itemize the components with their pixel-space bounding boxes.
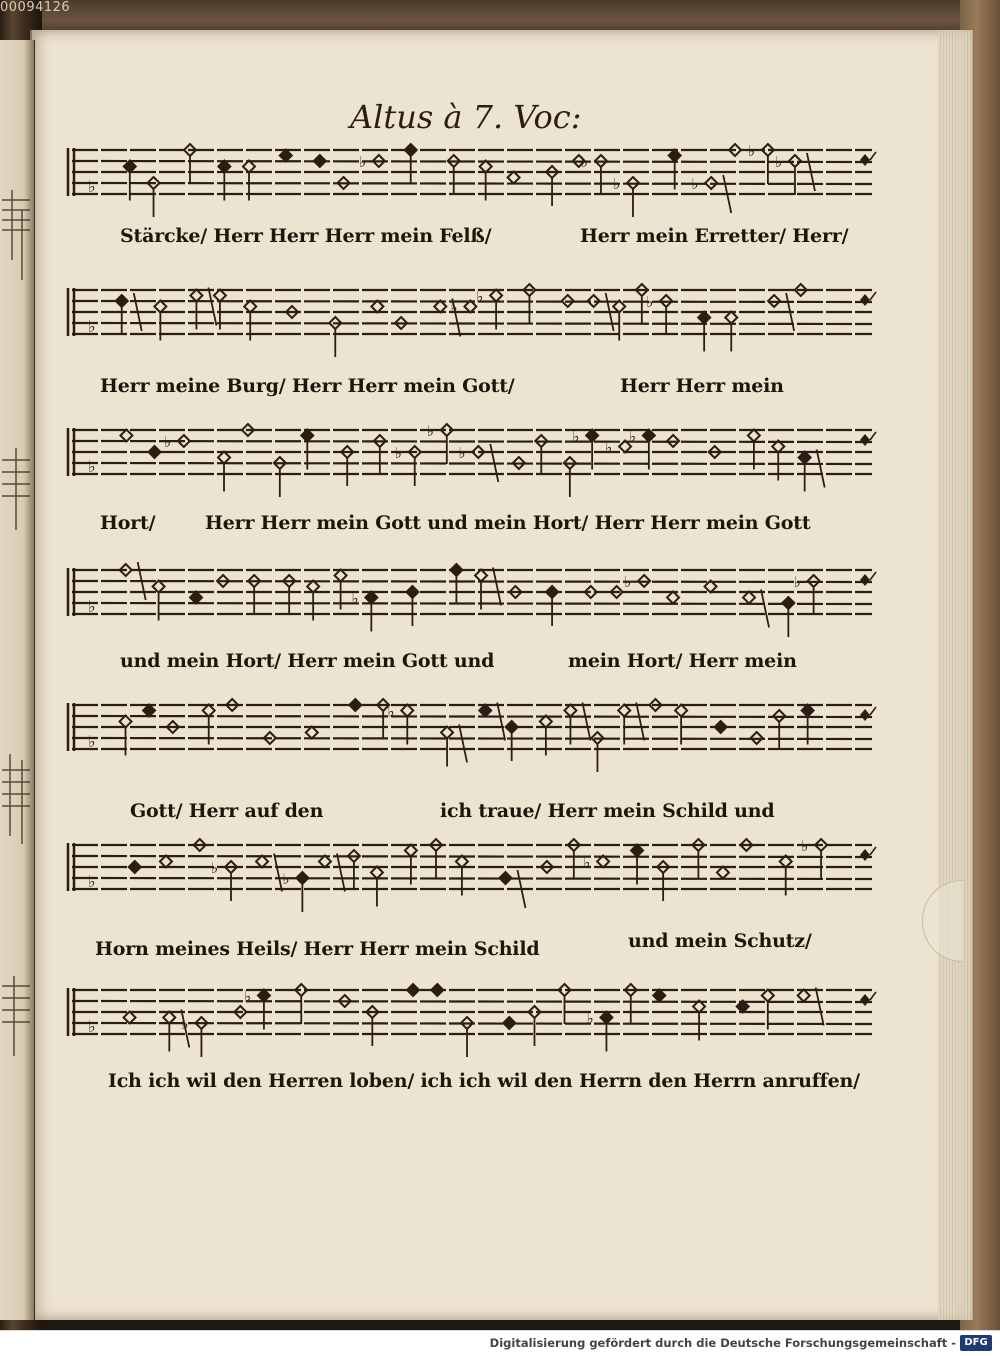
svg-text:♭: ♭: [387, 702, 395, 721]
book-page: [30, 30, 973, 1320]
svg-text:♭: ♭: [774, 153, 783, 171]
scan-id: 00094126: [0, 0, 71, 15]
svg-text:♭: ♭: [586, 1009, 594, 1028]
svg-text:♭: ♭: [572, 427, 580, 446]
music-staff-3: [60, 415, 880, 495]
svg-text:♭: ♭: [612, 175, 621, 193]
music-staff-4: [60, 555, 880, 635]
lyric-line-4b: mein Hort/ Herr mein: [568, 650, 797, 672]
svg-text:♭: ♭: [88, 457, 96, 476]
svg-text:♭: ♭: [583, 853, 591, 872]
svg-text:♭: ♭: [580, 153, 589, 171]
facing-page-staff: [2, 180, 30, 290]
music-staff-2: [60, 275, 880, 355]
svg-text:♭: ♭: [351, 589, 359, 608]
lyric-line-3b: Herr Herr mein Gott und mein Hort/ Herr Herr mein Gott: [205, 512, 811, 534]
lyric-line-6b: und mein Schutz/: [628, 930, 812, 952]
lyric-line-1b: Herr mein Erretter/ Herr/: [580, 225, 849, 247]
music-staff-6: [60, 830, 880, 910]
svg-text:♭: ♭: [605, 438, 613, 457]
svg-text:♭: ♭: [88, 732, 96, 751]
svg-text:♭: ♭: [747, 142, 755, 160]
funding-credit: Digitalisierung gefördert durch die Deutsche Forschungsgemeinschaft -: [489, 1336, 956, 1350]
svg-text:♭: ♭: [243, 987, 252, 1006]
svg-text:♭: ♭: [88, 872, 96, 891]
page-title: Altus à 7. Voc:: [350, 98, 582, 136]
lyric-line-7: Ich ich wil den Herren loben/ ich ich wil den Herrn den Herrn anruffen/: [108, 1070, 860, 1092]
facing-page-staff: [2, 440, 30, 550]
svg-text:♭: ♭: [181, 1015, 189, 1033]
svg-text:♭: ♭: [646, 293, 654, 311]
svg-text:♭: ♭: [394, 444, 402, 462]
svg-text:♭: ♭: [163, 433, 171, 451]
svg-text:♭: ♭: [211, 859, 219, 877]
footer-bar: [0, 1330, 1000, 1356]
svg-text:♭: ♭: [282, 870, 290, 888]
svg-text:♭: ♭: [88, 1017, 96, 1036]
svg-text:♭: ♭: [691, 175, 699, 193]
lyric-line-4: und mein Hort/ Herr mein Gott und: [120, 650, 495, 672]
lyric-line-2: Herr meine Burg/ Herr Herr mein Gott/: [100, 375, 515, 397]
lyric-line-5b: ich traue/ Herr mein Schild und: [440, 800, 775, 822]
svg-text:♭: ♭: [793, 573, 801, 591]
svg-text:♭: ♭: [88, 317, 96, 336]
lyric-line-5: Gott/ Herr auf den: [130, 800, 324, 822]
svg-text:♭: ♭: [88, 597, 96, 616]
lyric-line-3: Hort/: [100, 512, 156, 534]
lyric-line-1: Stärcke/ Herr Herr Herr mein Felß/: [120, 225, 492, 247]
facing-page-staff: [2, 960, 30, 1070]
lyric-line-2b: Herr Herr mein: [620, 375, 784, 397]
dfg-logo: DFG: [960, 1335, 992, 1351]
svg-text:♭: ♭: [88, 177, 96, 196]
svg-text:♭: ♭: [624, 573, 632, 591]
svg-text:♭: ♭: [358, 153, 366, 171]
music-staff-5: [60, 690, 880, 770]
facing-page-fragment: [0, 40, 35, 1320]
music-staff-1: [60, 135, 880, 215]
svg-text:♭: ♭: [628, 427, 636, 446]
lyric-line-6: Horn meines Heils/ Herr Herr mein Schild: [95, 938, 540, 960]
svg-text:♭: ♭: [458, 444, 466, 462]
music-staff-7: [60, 975, 880, 1055]
svg-text:♭: ♭: [801, 837, 809, 855]
page-edge: [938, 30, 972, 1320]
svg-text:♭: ♭: [426, 422, 434, 440]
svg-text:♭: ♭: [476, 287, 484, 306]
facing-page-staff: [2, 740, 30, 850]
svg-text:♭: ♭: [450, 298, 458, 317]
